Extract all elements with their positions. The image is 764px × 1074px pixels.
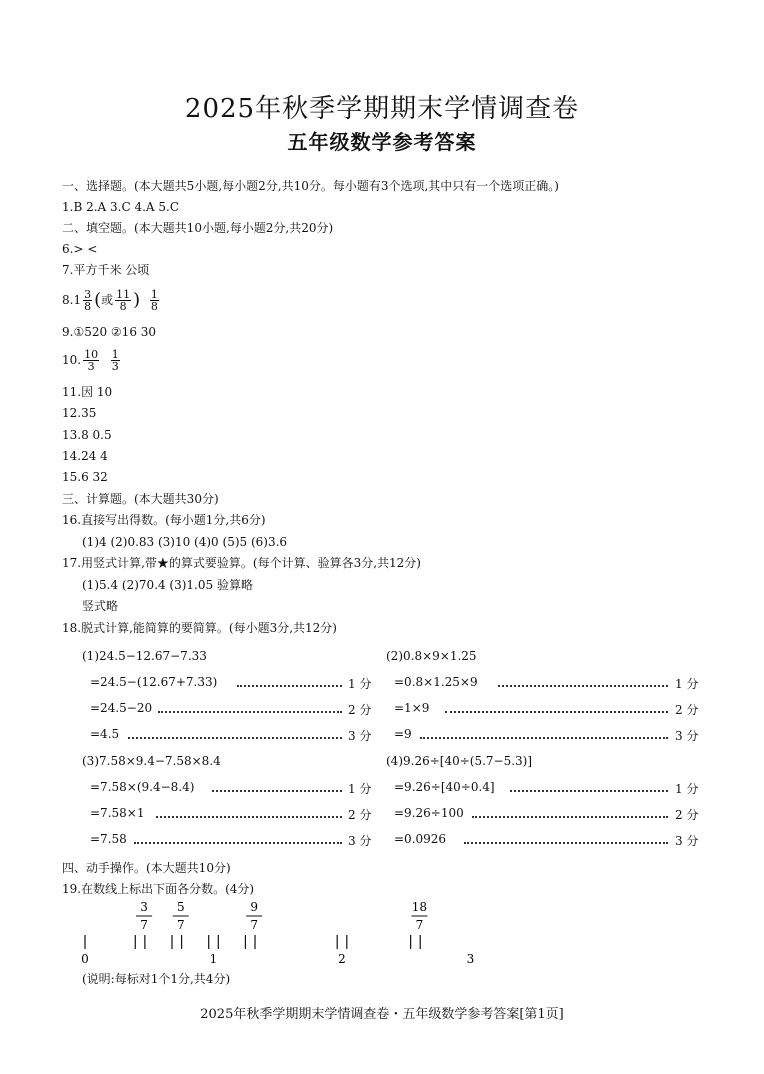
q18-4-score-2: 2 分 — [675, 808, 699, 822]
q12-answer: 12.35 — [62, 406, 97, 420]
q18-2-leader-3 — [420, 735, 668, 739]
q18-2-leader-1 — [498, 683, 668, 687]
page-footer: 2025年秋季学期期末学情调查卷・五年级数学参考答案[第1页] — [200, 1007, 564, 1022]
q18-1-leader-3 — [128, 735, 342, 739]
q18-2-label: (2)0.8×9×1.25 — [386, 649, 477, 663]
q19-heading: 19.在数线上标出下面各分数。(4分) — [62, 882, 255, 896]
q13-answer: 13.8 0.5 — [62, 428, 112, 442]
q8-fraction-2: $\frac{11}{8}$ — [116, 288, 131, 313]
q18-3-score-2: 2 分 — [348, 808, 372, 822]
fraction-label-denominator: 7 — [176, 918, 185, 932]
q18-4-label: (4)9.26÷[40÷(5.7−5.3)] — [386, 754, 533, 768]
q18-2-leader-2 — [445, 709, 668, 713]
q16-heading: 16.直接写出得数。(每小题1分,共6分) — [62, 513, 266, 527]
q18-2-score-3: 3 分 — [675, 729, 699, 743]
integer-tick-label: 3 — [466, 952, 475, 966]
q18-1-label: (1)24.5−12.67−7.33 — [82, 649, 207, 663]
q18-3-step-1: =7.58×(9.4−8.4) — [90, 780, 195, 794]
q18-4-step-2: =9.26÷100 — [394, 806, 464, 820]
page-title: 2025年秋季学期期末学情调查卷 — [184, 94, 580, 124]
integer-tick-label: 1 — [209, 952, 218, 966]
q8-fraction-1: $\frac{3}{8}$ — [84, 288, 92, 313]
q18-1-score-3: 3 分 — [348, 729, 372, 743]
q18-3-leader-2 — [156, 814, 342, 818]
q8-answer: 8.1 $\frac{3}{8}$ (或 $\frac{11}{8}$ ) $\frac{1}{8}$ — [62, 288, 158, 313]
section-1-heading: 一、选择题。(本大题共5小题,每小题2分,共10分。每小题有3个选项,其中只有一个选项正确。) — [62, 179, 559, 193]
fraction-label-numerator: 5 — [176, 900, 185, 914]
integer-tick-label: 2 — [338, 952, 346, 966]
q18-3-leader-3 — [134, 840, 342, 844]
number-line — [0, 895, 764, 967]
fraction-label-numerator: 3 — [140, 900, 148, 914]
q18-2-step-2: =1×9 — [394, 701, 430, 715]
q18-4-leader-3 — [464, 840, 668, 844]
page-subtitle: 五年级数学参考答案 — [287, 130, 477, 154]
q7-answer: 7.平方千米 公顷 — [62, 263, 150, 277]
section-1-answers: 1.B 2.A 3.C 4.A 5.C — [62, 200, 180, 214]
q10-fraction-1: $\frac{10}{3}$ — [84, 348, 99, 373]
q19-scoring-note: (说明:每标对1个1分,共4分) — [82, 972, 231, 986]
q18-4-leader-2 — [472, 814, 668, 818]
section-3-heading: 三、计算题。(本大题共30分) — [62, 492, 219, 506]
q9-answer: 9.①520 ②16 30 — [62, 325, 157, 339]
q18-4-step-3: =0.0926 — [394, 832, 447, 846]
q18-3-step-2: =7.58×1 — [90, 806, 145, 820]
q18-4-step-1: =9.26÷[40÷0.4] — [394, 780, 495, 794]
q18-2-score-1: 1 分 — [675, 677, 699, 691]
q18-3-score-1: 1 分 — [348, 782, 372, 796]
number-line-fraction-labels — [136, 900, 427, 932]
q15-answer: 15.6 32 — [62, 470, 108, 484]
q18-2-step-3: =9 — [394, 727, 412, 741]
q18-1-leader-1 — [237, 683, 342, 687]
fraction-label-denominator: 7 — [415, 918, 424, 932]
fraction-label-denominator: 7 — [140, 918, 148, 932]
q18-4-score-3: 3 分 — [675, 834, 699, 848]
number-line-ticks — [85, 935, 420, 949]
q8-prefix: 8.1 — [62, 293, 82, 307]
q18-heading: 18.脱式计算,能简算的要简算。(每小题3分,共12分) — [62, 621, 337, 635]
fraction-label-numerator: 9 — [250, 900, 259, 914]
q11-answer: 11.因 10 — [62, 385, 113, 399]
q18-3-score-3: 3 分 — [348, 834, 372, 848]
q18-1-score-1: 1 分 — [348, 677, 372, 691]
q18-2-score-2: 2 分 — [675, 703, 699, 717]
section-4-heading: 四、动手操作。(本大题共10分) — [62, 861, 231, 875]
q18-3-label: (3)7.58×9.4−7.58×8.4 — [82, 754, 221, 768]
integer-tick-label: 0 — [81, 952, 89, 966]
q6-answer: 6.> < — [62, 242, 98, 256]
q18-1-step-2: =24.5−20 — [90, 701, 153, 715]
q10-fraction-2: $\frac{1}{3}$ — [111, 348, 119, 373]
q18-4-score-1: 1 分 — [675, 782, 699, 796]
q18-1-leader-2 — [158, 709, 342, 713]
q17-heading: 17.用竖式计算,带★的算式要验算。(每个计算、验算各3分,共12分) — [62, 556, 421, 570]
q8-fraction-3: $\frac{1}{8}$ — [150, 288, 158, 313]
fraction-label-numerator: 18 — [411, 900, 428, 914]
q16-answers: (1)4 (2)0.83 (3)10 (4)0 (5)5 (6)3.6 — [82, 535, 288, 549]
q18-3-leader-1 — [212, 788, 342, 792]
q18-1-score-2: 2 分 — [348, 703, 372, 717]
fraction-label-denominator: 7 — [250, 918, 259, 932]
q17-note: 竖式略 — [82, 599, 119, 613]
q18-2-step-1: =0.8×1.25×9 — [394, 675, 478, 689]
q18-1-step-1: =24.5−(12.67+7.33) — [90, 675, 218, 689]
number-line-integer-labels — [81, 952, 474, 966]
q18-4-leader-1 — [510, 788, 668, 792]
q10-answer: 10. $\frac{10}{3}$ $\frac{1}{3}$ — [62, 348, 119, 373]
section-2-heading: 二、填空题。(本大题共10小题,每小题2分,共20分) — [62, 221, 334, 235]
q18-3-step-3: =7.58 — [90, 832, 127, 846]
q17-answers: (1)5.4 (2)70.4 (3)1.05 验算略 — [82, 578, 253, 592]
q14-answer: 14.24 4 — [62, 449, 108, 463]
q18-1-step-3: =4.5 — [90, 727, 120, 741]
